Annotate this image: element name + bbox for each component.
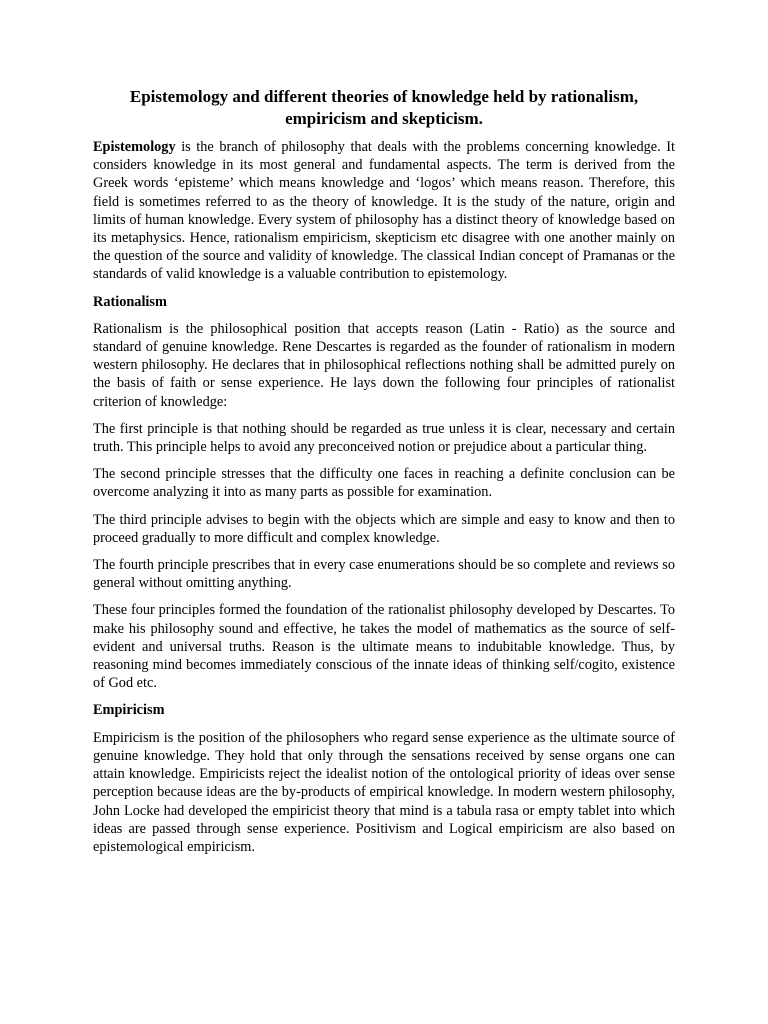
document-title: Epistemology and different theories of knowledge held by rationalism, empiricism and skepticism. bbox=[129, 87, 639, 128]
rationalism-paragraph: The fourth principle prescribes that in every case enumerations should be so complete and reviews so general without omitting anything. bbox=[93, 557, 675, 592]
intro-lead-term: Epistemology bbox=[93, 139, 176, 155]
rationalism-paragraph: The second principle stresses that the difficulty one faces in reaching a definite conclusion can be overcome analyzing it into as many parts as possible for examination. bbox=[93, 466, 675, 501]
rationalism-heading: Rationalism bbox=[93, 293, 167, 310]
intro-text: is the branch of philosophy that deals with the problems concerning knowledge. It considers knowledge in its most general and fundamental aspects. The term is derived from the Greek words ‘episteme’ which means knowledge and ‘logos’ which means reason. Therefore, this field is sometimes referred to as the theory of knowledge. It is the study of the nature, origin and limits of human knowledge. Every system of philosophy has a distinct theory of knowledge based on its metaphysics. Hence, rationalism empiricism, skepticism etc disagree with one another mainly on the question of the source and validity of knowledge. The classical Indian concept of Pramanas or the standards of valid knowledge is a valuable contribution to epistemology. bbox=[93, 139, 675, 283]
rationalism-paragraph: These four principles formed the foundation of the rationalist philosophy developed by Descartes. To make his philosophy sound and effective, he takes the model of mathematics as the source of self- evident and universal truths. Reason is the ultimate means to indubitable knowledge. Thus, by reasoning mind becomes immediately conscious of the innate ideas of thinking self/cogito, existence of God etc. bbox=[93, 602, 675, 692]
rationalism-paragraph: The first principle is that nothing should be regarded as true unless it is clear, necessary and certain truth. This principle helps to avoid any preconceived notion or prejudice about a particular thing. bbox=[93, 420, 675, 456]
empiricism-heading: Empiricism bbox=[93, 702, 165, 719]
document-page bbox=[93, 86, 675, 865]
intro-paragraph bbox=[93, 138, 675, 284]
rationalism-paragraph: Rationalism is the philosophical position that accepts reason (Latin - Ratio) as the source and standard of genuine knowledge. Rene Descartes is regarded as the founder of rationalism in modern western philosophy. He declares that in philosophical reflections nothing shall be admitted purely on the basis of faith or sense experience. He lays down the following four principles of rationalist criterion of knowledge: bbox=[93, 320, 675, 410]
empiricism-paragraph: Empiricism is the position of the philosophers who regard sense experience as the ultimate source of genuine knowledge. They hold that only through the sensations received by sense organs one can attain knowledge. Empiricists reject the idealist notion of the ontological priority of ideas over sense perception because ideas are the by-products of empirical knowledge. In modern western philosophy, John Locke had developed the empiricist theory that mind is a tabula rasa or empty tablet into which ideas are passed through sense experience. Positivism and Logical empiricism are also based on epistemological empiricism. bbox=[93, 729, 675, 855]
rationalism-paragraph: The third principle advises to begin with the objects which are simple and easy to know and then to proceed gradually to more difficult and complex knowledge. bbox=[93, 511, 675, 546]
